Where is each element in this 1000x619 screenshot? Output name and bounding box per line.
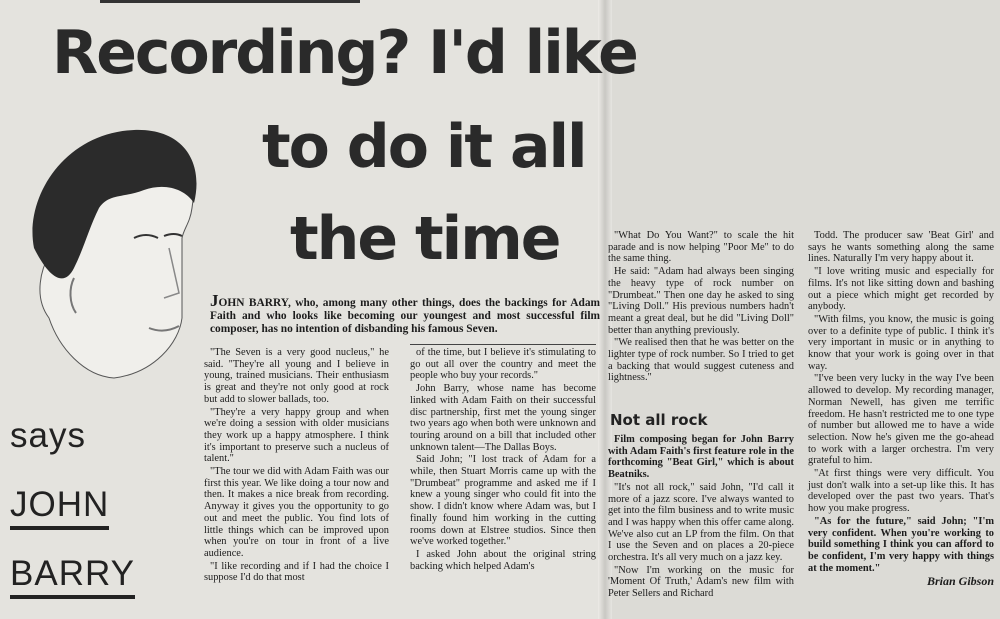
column-3-continued <box>608 434 794 601</box>
paragraph: "We realised then that he was better on the lighter type of rock number. So I tried to get a backing that would suggest cuteness and lightness." <box>608 337 794 384</box>
paragraph: "I love writing music and especially for films. It's not like sitting down and bashing out a piece which might get recorded by anybody. <box>808 266 994 313</box>
headline-line-1: Recording? I'd like <box>52 18 637 88</box>
paragraph: "What Do You Want?" to scale the hit parade and is now helping "Poor Me" to do the same thing. <box>608 230 794 265</box>
top-rule <box>100 0 360 3</box>
paragraph: "I've been very lucky in the way I've been allowed to develop. My recording manager, Norman Newell, has given me terrific freedom. He hasn't restricted me to one type of number but allowed me to have a wide selection. Now he's given me the go-ahead to work with a larger orchestra. I'm very grateful to him. <box>808 373 994 467</box>
column-2 <box>410 347 596 573</box>
paragraph: "I like recording and if I had the choice I suppose I'd do that most <box>204 560 389 584</box>
intro-text: OHN BARRY, who, among many other things, does the backings for Adam Faith and who looks like becoming our youngest and most successful film composer, has no intention of disbanding his famous Seven. <box>210 297 600 335</box>
paragraph: "They're a very happy group and when we're doing a session with older musicians they work up a happy atmosphere. I think it's important to preserve such a nucleus of talent." <box>204 406 389 465</box>
paragraph: Todd. The producer saw 'Beat Girl' and says he wants something along the same lines. Naturally I'm very happy about it. <box>808 230 994 265</box>
paragraph: "At first things were very difficult. You just don't walk into a set-up like this. It has developed over the past two years. That's how you make progress. <box>808 468 994 515</box>
author-signature: Brian Gibson <box>926 574 994 589</box>
paragraph: "The tour we did with Adam Faith was our first this year. We like doing a tour now and then. It makes a nice break from recording. Anyway it gives you the opportunity to go out and meet the public. You find lots of little things which can be improved upon when you're on tour in front of a live audience. <box>204 466 389 559</box>
headline-line-2: to do it all <box>262 112 586 182</box>
paragraph: "Now I'm working on the music for 'Moment Of Truth,' Adam's new film with Peter Sellers and Richard <box>608 564 794 600</box>
portrait-photo <box>14 128 204 393</box>
paragraph: "With films, you know, the music is going over to a definite type of public. I think it's very important in music or in anything to know that your work is going over in that way. <box>808 313 994 372</box>
paragraph: John Barry, whose name has become linked with Adam Faith on their successful disc partnership, first met the young singer two years ago when both were unknown and touring around on a bill that included other unknown talent—The Dallas Boys. <box>410 383 596 453</box>
subheading: Not all rock <box>610 411 708 429</box>
column-3 <box>608 230 794 385</box>
byline-says: says <box>10 416 86 455</box>
paragraph: of the time, but I believe it's stimulating to go out all over the country and meet the people who buy your records." <box>410 347 596 382</box>
column-rule <box>410 344 596 345</box>
column-4 <box>808 230 994 588</box>
intro-dropcap: J <box>210 291 219 310</box>
paragraph: "As for the future," said John; "I'm very confident. When you're working to build something I think you can afford to be confident, I'm very happy with things at the moment." <box>808 515 994 574</box>
paragraph: He said: "Adam had always been singing the heavy type of rock number on "Drumbeat." Then one day he asked to sing "Living Doll." His previous numbers hadn't meant a great deal, but he did "Living Doll" better than anything previously. <box>608 266 794 336</box>
paragraph: "It's not all rock," said John, "I'd call it more of a jazz score. I've always wanted to get into the film business and to write music and I was happy when this offer came along. We've also cut an LP from the film. On that I use the Seven and on places a 20-piece orchestra. It's all very much on a jazz key. <box>608 481 794 564</box>
paragraph: "The Seven is a very good nucleus," he said. "They're all young and I believe in young, trained musicians. Their enthusiasm is great and they're not only good at rock but add to slower ballads, too. <box>204 347 389 405</box>
paragraph: Said John; "I lost track of Adam for a while, then Stuart Morris came up with the "Drumbeat" programme and asked me if I knew a young singer who could fit into the show. I didn't know where Adam was, but I finally found him working in the cutting rooms down at Elstree studios. Since then we've worked together." <box>410 454 596 548</box>
column-1 <box>204 347 389 585</box>
headline-line-3: the time <box>290 204 560 274</box>
paragraph: Film composing began for John Barry with Adam Faith's first feature role in the forthcoming "Beat Girl," which is about Beatniks. <box>608 434 794 481</box>
byline-last-name: BARRY <box>10 553 135 599</box>
byline-first-name: JOHN <box>10 484 109 530</box>
intro-paragraph <box>210 291 600 336</box>
paragraph: I asked John about the original string backing which helped Adam's <box>410 548 596 572</box>
